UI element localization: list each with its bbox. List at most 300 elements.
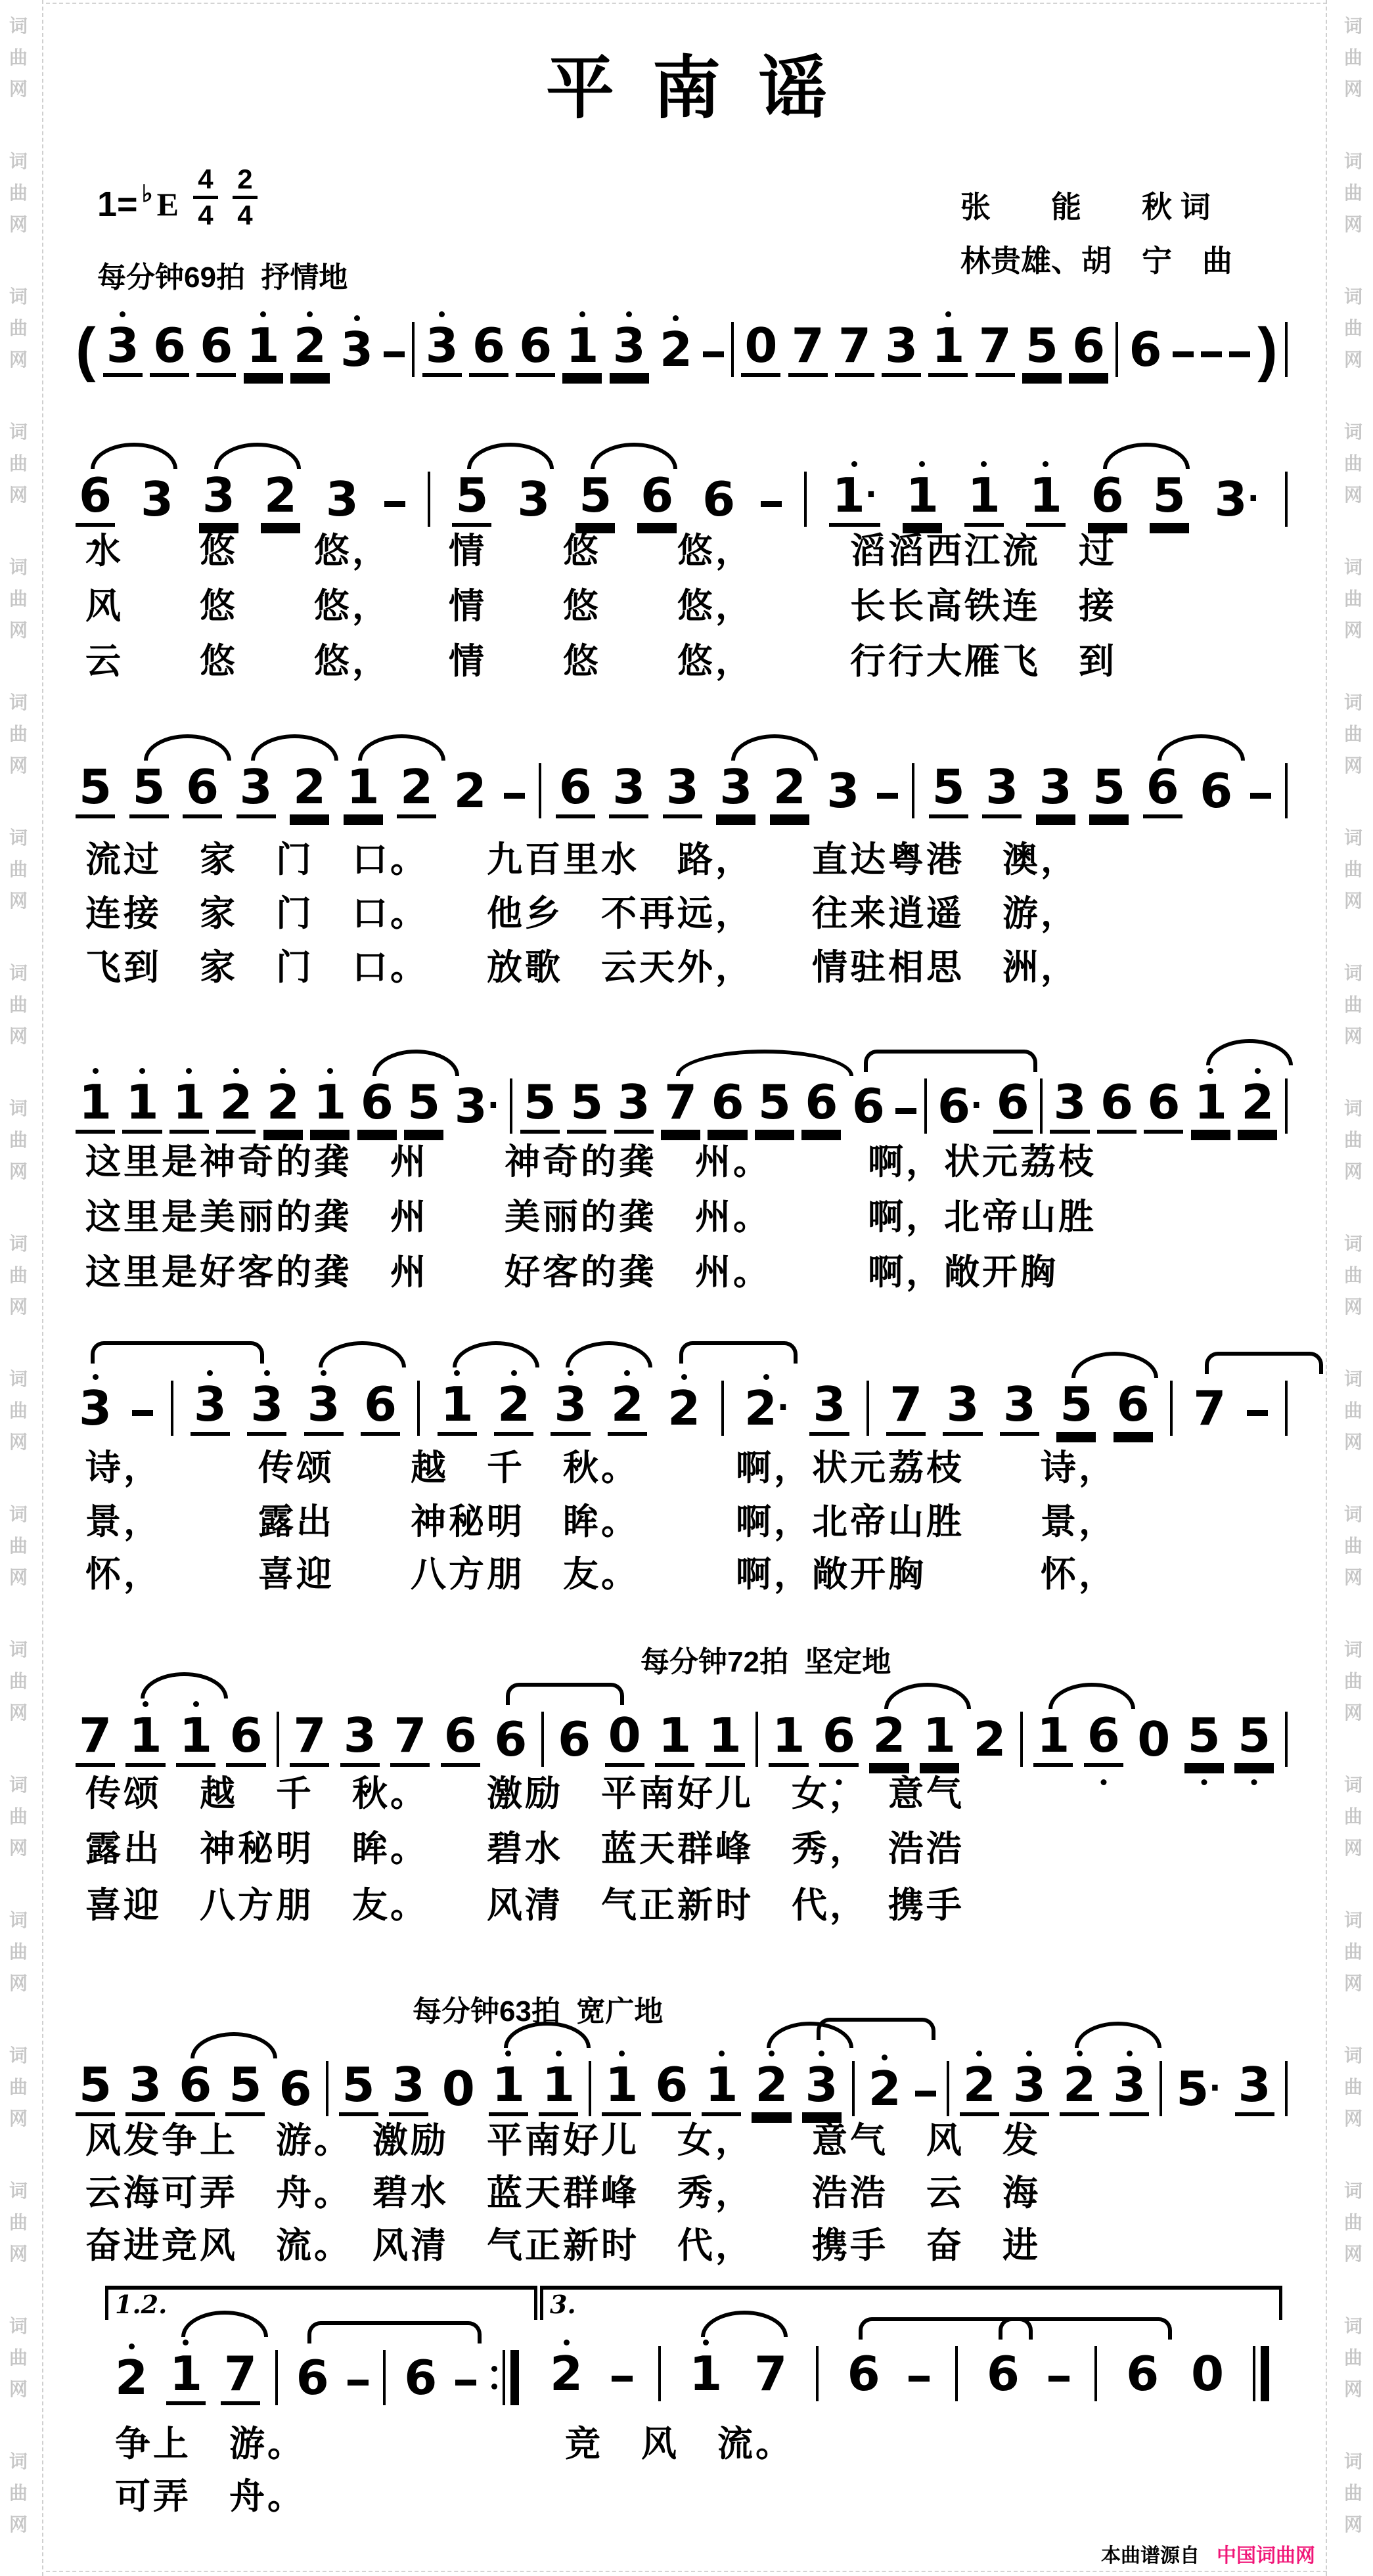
note-digit: 5 [1184, 1712, 1224, 1767]
note-token [125, 2057, 165, 2116]
watermark-char: 曲 [9, 453, 28, 474]
notation-line-3 [76, 759, 1288, 818]
duration-dash [1201, 351, 1222, 357]
watermark-char: 网 [1343, 485, 1362, 505]
watermark-char: 词 [1343, 692, 1362, 713]
note-token [1190, 1381, 1229, 1436]
duration-dash [1250, 793, 1271, 799]
note-token [275, 2061, 315, 2116]
notation-line-8-ending12 [112, 2340, 519, 2405]
note-digit: 2· [744, 1381, 790, 1436]
barline [1115, 322, 1118, 377]
watermark-char: 曲 [1343, 859, 1362, 879]
note-digit: 1 [1191, 1078, 1230, 1134]
notation-line-1 [76, 311, 1288, 383]
slur-arc [591, 443, 677, 469]
note-digit: 2 [960, 2061, 999, 2116]
barline [428, 472, 430, 527]
barline [867, 1381, 869, 1436]
note-digit: 5 [567, 1078, 606, 1134]
note-digit: 5 [339, 2061, 378, 2116]
barline [731, 322, 734, 377]
watermark-char: 网 [9, 620, 28, 640]
watermark-char: 网 [1343, 755, 1362, 776]
duration-dash [703, 351, 724, 357]
watermark-char: 网 [1343, 214, 1362, 234]
barline [1253, 2346, 1255, 2401]
watermark-char: 网 [9, 1973, 28, 1993]
note-digit: 1 [928, 322, 968, 377]
note-digit: 2 [770, 763, 809, 818]
watermark-char: 词 [9, 692, 28, 713]
note-token [903, 461, 942, 527]
lyrics-line: 风发争上 游。 激励 平南好儿 女， 意气 风 发 [85, 2121, 1041, 2160]
note-token [129, 759, 169, 818]
watermark-char: 词 [1343, 1233, 1362, 1254]
note-token [263, 1068, 303, 1134]
barline [541, 1712, 544, 1767]
note-digit: 3 [716, 763, 755, 818]
lyrics-line: 飞到 家 门 口。 放歌 云天外， 情驻相思 洲， [85, 948, 1079, 987]
note-token [554, 1712, 594, 1767]
note-digit: 1 [702, 2061, 741, 2116]
octave-dot-low [1201, 1779, 1207, 1785]
watermark-char: 网 [1343, 891, 1362, 911]
volta-label: 1.2. [115, 2290, 168, 2319]
barline [417, 1381, 420, 1436]
note-token [865, 2054, 905, 2116]
watermark-char: 曲 [1343, 1400, 1362, 1421]
watermark-char: 网 [1343, 1297, 1362, 1317]
octave-dot-high [193, 1701, 199, 1707]
note-digit: 1 [602, 2061, 641, 2116]
top-dashed-border [46, 3, 1327, 4]
note-digit: 2 [1060, 2061, 1099, 2116]
note-digit: 1 [344, 763, 383, 818]
note-token [1097, 1075, 1137, 1134]
watermark-char: 曲 [9, 2212, 28, 2232]
slur-arc [141, 1672, 227, 1699]
note-digit: 0 [1191, 2346, 1225, 2401]
note-digit: 6 [986, 2346, 1020, 2401]
watermark-char: 曲 [9, 1536, 28, 1556]
lyrics-line: 风 悠 悠， 情 悠 悠， 长长高铁连 接 [85, 587, 1117, 626]
octave-dot-high [556, 2051, 562, 2056]
note-token [547, 2340, 586, 2401]
note-digit: 3 [236, 763, 276, 818]
augmentation-dot: · [487, 1087, 499, 1124]
lyricist-credit: 张 能 秋 词 [960, 190, 1211, 224]
note-token [605, 1708, 644, 1767]
octave-dot-high [143, 1701, 148, 1707]
watermark-char: 词 [1343, 557, 1362, 577]
note-token [293, 2350, 332, 2405]
note-digit: 3 [340, 322, 374, 377]
notation-line-7 [76, 2051, 1288, 2116]
note-digit: 6 [494, 1712, 528, 1767]
note-token [441, 1708, 480, 1767]
barline [412, 322, 415, 377]
watermark-char: 词 [9, 1369, 28, 1389]
note-digit: 7 [754, 2346, 788, 2401]
octave-dot-high [307, 311, 313, 317]
octave-dot-high [919, 461, 925, 467]
lyrics-line: 竞 风 流。 [565, 2424, 794, 2464]
note-token [1010, 2051, 1049, 2116]
note-digit: 6 [469, 322, 508, 377]
note-digit: 1 [1033, 1712, 1073, 1767]
octave-dot-high [673, 315, 679, 321]
fraction-bar [193, 196, 218, 199]
note-token [1143, 759, 1182, 818]
left-watermark-column [5, 0, 32, 2576]
meter-numerator: 2 [237, 164, 253, 194]
note-token [76, 759, 115, 818]
note-token [1173, 2061, 1224, 2116]
slur-arc [676, 1050, 853, 1076]
note-token [422, 311, 462, 377]
watermark-char: 词 [1343, 1369, 1362, 1389]
note-digit: 1 [122, 1078, 162, 1134]
octave-dot-high [882, 2054, 888, 2060]
note-token [361, 1377, 400, 1436]
watermark-char: 曲 [1343, 1130, 1362, 1150]
barline [1285, 2061, 1288, 2116]
note-digit: 1 [964, 472, 1004, 527]
note-digit: 1 [438, 1381, 477, 1436]
note-token [934, 1078, 985, 1134]
note-digit: 2 [869, 1712, 909, 1767]
watermark-char: 网 [9, 485, 28, 505]
note-digit: 1 [169, 1078, 209, 1134]
note-digit: 3 [140, 472, 174, 527]
note-digit: 3 [809, 1381, 849, 1436]
note-token [716, 759, 755, 818]
barline [912, 763, 914, 818]
note-token [175, 2057, 215, 2116]
note-digit: 6 [150, 322, 189, 377]
note-token [708, 1075, 747, 1134]
barline [1285, 322, 1288, 377]
watermark-char: 词 [1343, 828, 1362, 848]
slur-arc [1206, 1039, 1293, 1065]
note-token [216, 1068, 256, 1134]
watermark-char: 网 [1343, 1702, 1362, 1723]
note-digit: 6 [1084, 1712, 1123, 1767]
note-token [801, 1075, 841, 1134]
note-token [943, 1377, 982, 1436]
lyrics-line: 这里是美丽的龚 州 美丽的龚 州。 啊，北帝山胜 [85, 1197, 1096, 1237]
note-digit: 6 [556, 763, 595, 818]
note-token [664, 1374, 704, 1436]
key-signature [97, 164, 258, 236]
note-token [1114, 1377, 1153, 1436]
note-token [614, 1075, 654, 1134]
note-digit: 3· [1214, 472, 1259, 527]
note-token [551, 1370, 590, 1436]
note-digit: 3 [802, 2061, 842, 2116]
lyrics-line: 云海可弄 舟。 碧水 蓝天群峰 秀， 浩浩 云 海 [85, 2173, 1041, 2213]
note-token [809, 1377, 849, 1436]
note-digit: 3 [340, 1712, 380, 1767]
note-digit: 3 [1110, 2061, 1149, 2116]
note-digit: 6 [1088, 472, 1127, 527]
note-digit: 7 [886, 1381, 926, 1436]
note-token [819, 1708, 859, 1767]
watermark-char: 曲 [9, 2077, 28, 2097]
barline [924, 1078, 927, 1134]
barline [539, 763, 541, 818]
slur-arc [191, 2032, 277, 2058]
duration-dash [1247, 1410, 1268, 1416]
barline [510, 2350, 519, 2405]
barline [1285, 1078, 1288, 1134]
note-digit: 5 [755, 1078, 794, 1134]
note-token [1196, 763, 1236, 818]
volta-bracket-1-2 [105, 2286, 537, 2320]
note-token [1089, 759, 1129, 818]
note-digit: 3 [325, 472, 359, 527]
note-digit: 3 [1010, 2061, 1049, 2116]
note-digit: 5 [1234, 1712, 1274, 1767]
watermark-char: 曲 [9, 318, 28, 338]
octave-dot-high [120, 311, 125, 317]
watermark-char: 词 [9, 1504, 28, 1524]
note-digit: 5 [1089, 763, 1129, 818]
notation-line-6 [76, 1701, 1288, 1767]
note-token [610, 311, 649, 377]
note-token [122, 1068, 162, 1134]
note-digit: 6 [516, 322, 555, 377]
note-token [602, 2051, 641, 2116]
watermark-char: 网 [1343, 1432, 1362, 1452]
octave-dot-high [976, 2051, 982, 2056]
barline [1159, 2061, 1162, 2116]
octave-dot-high [945, 311, 951, 317]
meter-denominator: 4 [198, 200, 214, 231]
flat-accidental-icon: ♭ [141, 179, 153, 207]
note-token [1123, 2346, 1162, 2401]
note-digit: 1· [829, 472, 880, 527]
note-digit: 3 [609, 763, 648, 818]
barline [955, 2346, 958, 2401]
tie-arc [679, 1341, 798, 1364]
watermark-char: 网 [9, 1702, 28, 1723]
note-token [169, 1068, 209, 1134]
watermark-char: 网 [9, 79, 28, 99]
note-token [1134, 1712, 1173, 1767]
watermark-char: 词 [9, 1910, 28, 1930]
watermark-char: 网 [1343, 2244, 1362, 2264]
note-token [1056, 1377, 1096, 1436]
watermark-char: 词 [9, 422, 28, 442]
octave-dot-high [763, 1374, 769, 1380]
watermark-char: 词 [1343, 151, 1362, 171]
watermark-char: 网 [1343, 349, 1362, 370]
watermark-char: 网 [9, 2514, 28, 2535]
note-digit: 1 [1026, 472, 1066, 527]
note-token [196, 318, 236, 377]
note-digit: 6 [296, 2350, 329, 2405]
note-token [686, 2340, 725, 2401]
note-token [221, 2346, 260, 2405]
watermark-char: 词 [9, 1639, 28, 1660]
octave-dot-high [264, 1370, 270, 1376]
note-digit: 6 [558, 1712, 591, 1767]
watermark-char: 网 [9, 2244, 28, 2264]
note-digit: 7 [76, 1712, 115, 1767]
octave-dot-high [511, 1370, 517, 1376]
note-digit: 2 [263, 1078, 303, 1134]
watermark-char: 词 [1343, 286, 1362, 307]
watermark-char: 曲 [9, 859, 28, 879]
note-digit: 3 [517, 472, 551, 527]
note-digit: 6 [1200, 763, 1233, 818]
watermark-char: 曲 [9, 994, 28, 1015]
watermark-char: 网 [9, 1567, 28, 1588]
watermark-char: 网 [9, 214, 28, 234]
note-digit: 3 [1036, 763, 1075, 818]
slur-arc [467, 443, 554, 469]
watermark-char: 曲 [1343, 994, 1362, 1015]
slur-arc [767, 2022, 853, 2048]
note-digit: 2 [494, 1381, 533, 1436]
watermark-char: 词 [9, 1233, 28, 1254]
lyrics-line: 诗， 传颂 越 千 秋。 啊，状元荔枝 诗， [85, 1448, 1117, 1488]
note-token [290, 1708, 329, 1767]
note-token [964, 461, 1004, 527]
bottom-dashed-border [46, 2571, 1327, 2572]
watermark-char: 曲 [9, 47, 28, 68]
watermark-char: 词 [9, 286, 28, 307]
lyrics-line: 争上 游。 [115, 2424, 305, 2464]
note-digit: 2 [608, 1381, 647, 1436]
barline [755, 1712, 758, 1767]
octave-dot-high [1043, 461, 1048, 467]
repeat-dots [491, 2366, 497, 2389]
intro-parenthesis: ( [76, 316, 96, 383]
watermark-char: 曲 [9, 2483, 28, 2503]
key-prefix: 1= [97, 184, 138, 224]
note-digit: 2 [667, 1381, 701, 1436]
barline [326, 2061, 328, 2116]
note-digit: 5 [1022, 322, 1062, 377]
octave-dot-high [626, 311, 632, 317]
watermark-char: 曲 [9, 2347, 28, 2368]
note-token [539, 2051, 578, 2116]
duration-dash [132, 1410, 153, 1416]
octave-dot-high [819, 2051, 824, 2056]
note-digit: 0 [441, 2061, 475, 2116]
octave-dot-high [139, 1068, 145, 1074]
watermark-char: 网 [1343, 2379, 1362, 2399]
note-token [452, 468, 491, 527]
lyrics-line: 连接 家 门 口。 他乡 不再远， 往来逍遥 游， [85, 894, 1079, 933]
octave-dot-high [186, 1068, 192, 1074]
composer-credit: 林贵雄、胡 宁 曲 [960, 244, 1232, 278]
note-token [357, 1075, 397, 1134]
note-token [655, 1708, 694, 1767]
time-signature-2 [233, 166, 258, 229]
octave-dot-high [769, 2051, 775, 2056]
augmentation-dot: · [865, 476, 878, 513]
meter-denominator: 4 [237, 200, 253, 231]
note-token [389, 2057, 428, 2116]
note-digit: 3 [191, 1381, 230, 1436]
barline [1094, 2346, 1097, 2401]
barline [816, 2346, 819, 2401]
duration-dash [1229, 351, 1250, 357]
note-token [1033, 1708, 1073, 1767]
note-token [829, 461, 880, 527]
note-digit: 1 [125, 1712, 165, 1767]
note-token [176, 1701, 215, 1767]
note-token [199, 468, 238, 527]
barline [589, 2061, 591, 2116]
watermark-char: 网 [1343, 1567, 1362, 1588]
watermark-char: 词 [9, 2316, 28, 2336]
note-digit: 2 [550, 2346, 583, 2401]
note-token [397, 759, 436, 818]
watermark-char: 网 [1343, 620, 1362, 640]
meter-numerator: 4 [198, 164, 214, 194]
watermark-char: 网 [9, 1297, 28, 1317]
note-digit: 1 [655, 1712, 694, 1767]
note-token [928, 311, 968, 377]
note-token [261, 468, 300, 527]
note-digit: 5 [520, 1078, 560, 1134]
note-digit: 3 [826, 763, 860, 818]
note-token [1036, 759, 1075, 818]
barline [1040, 1078, 1043, 1134]
barline [1285, 1712, 1288, 1767]
note-digit: 5 [929, 763, 968, 818]
note-token [802, 2051, 842, 2116]
note-token [755, 1075, 794, 1134]
lyrics-line: 奋进竞风 流。 风清 气正新时 代， 携手 奋 进 [85, 2226, 1041, 2265]
watermark-char: 曲 [9, 1806, 28, 1827]
note-token [1238, 1068, 1277, 1134]
watermark-char: 词 [9, 963, 28, 983]
barline [1261, 2346, 1269, 2401]
watermark-char: 曲 [1343, 588, 1362, 609]
duration-dash [612, 2376, 633, 2382]
note-token [439, 2061, 478, 2116]
note-digit: 3 [79, 1381, 112, 1436]
note-token [344, 759, 383, 818]
note-digit: 1 [920, 1712, 959, 1767]
note-digit: 6 [1144, 1078, 1183, 1134]
note-token [247, 1370, 286, 1436]
barline [277, 1712, 279, 1767]
note-digit: 5 [452, 472, 491, 527]
duration-dash [348, 2380, 369, 2386]
tempo-mark-middle: 每分钟72拍 坚定地 [641, 1646, 891, 1678]
note-token [150, 318, 189, 377]
note-token [741, 318, 780, 377]
barline [947, 2061, 949, 2116]
note-digit: 3 [663, 763, 702, 818]
note-digit: 6 [1126, 2346, 1159, 2401]
note-token [823, 763, 863, 818]
watermark-char: 曲 [1343, 2483, 1362, 2503]
augmentation-dot: · [777, 1389, 790, 1426]
lyrics-line: 传颂 越 千 秋。 激励 平南好儿 女， 意气 [85, 1774, 964, 1813]
note-token [125, 1701, 165, 1767]
watermark-char: 词 [1343, 1775, 1362, 1795]
duration-dash [909, 2376, 930, 2382]
note-digit: 6 [361, 1381, 400, 1436]
